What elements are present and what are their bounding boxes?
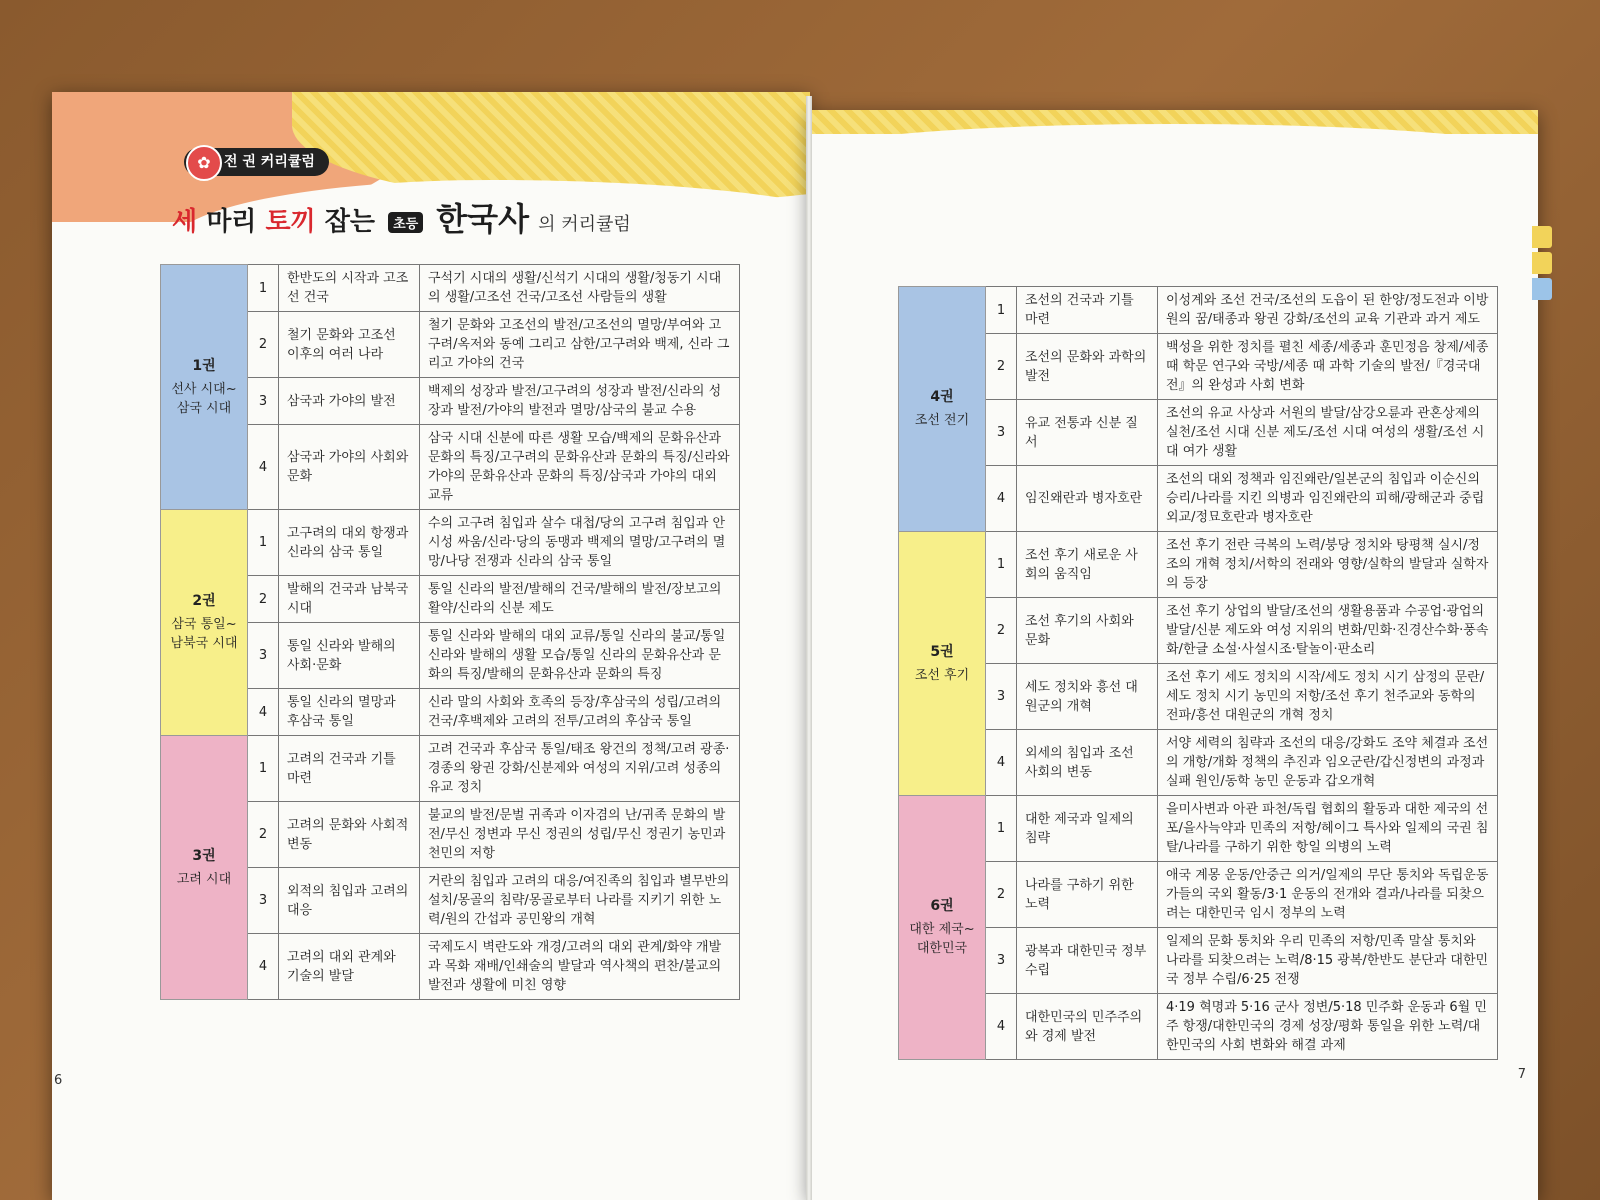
chapter-content: 애국 계몽 운동/안중근 의거/일제의 무단 통치와 독립운동가들의 국외 활동/3·1 운동의 전개와 결과/나라를 되찾으려는 대한민국 임시 정부의 노력 [1158, 862, 1498, 928]
chapter-number: 4 [986, 466, 1017, 532]
title-word-tokki: 토끼 [265, 207, 316, 237]
chapter-topic: 조선의 건국과 기틀 마련 [1017, 287, 1158, 334]
chapter-content: 서양 세력의 침략과 조선의 대응/강화도 조약 체결과 조선의 개항/개화 정책의 추진과 임오군란/갑신정변의 과정과 실패 원인/동학 농민 운동과 갑오개혁 [1158, 730, 1498, 796]
table-row [161, 312, 740, 378]
chapter-content: 수의 고구려 침입과 살수 대첩/당의 고구려 침입과 안시성 싸움/신라·당의 동맹과 백제의 멸망/고구려의 멸망/나당 전쟁과 신라의 삼국 통일 [420, 510, 740, 576]
volume-period: 대한 제국~ 대한민국 [909, 922, 975, 956]
table-row [899, 532, 1498, 598]
table-row [161, 425, 740, 510]
chapter-topic: 조선의 문화와 과학의 발전 [1017, 334, 1158, 400]
curriculum-table-left [160, 264, 740, 1000]
chapter-topic: 광복과 대한민국 정부 수립 [1017, 928, 1158, 994]
volume-cell [161, 265, 248, 510]
chapter-content: 철기 문화와 고조선의 발전/고조선의 멸망/부여와 고구려/옥저와 동예 그리고 삼한/고구려와 백제, 신라 그리고 가야의 건국 [420, 312, 740, 378]
chapter-topic: 고려의 문화와 사회적 변동 [279, 802, 420, 868]
chapter-number: 2 [248, 802, 279, 868]
table-row [899, 994, 1498, 1060]
volume-cell [899, 287, 986, 532]
chapter-number: 4 [248, 689, 279, 736]
index-tab [1532, 252, 1552, 274]
title-word-se: 세 [172, 207, 198, 237]
table-row [161, 623, 740, 689]
chapter-content: 조선의 대외 정책과 임진왜란/일본군의 침입과 이순신의 승리/나라를 지킨 의병과 임진왜란의 피해/광해군과 중립 외교/정묘호란과 병자호란 [1158, 466, 1498, 532]
volume-period: 삼국 통일~ 남북국 시대 [170, 617, 238, 651]
table-row [899, 598, 1498, 664]
right-page [808, 110, 1538, 1200]
table-row [161, 689, 740, 736]
chapter-content: 백성을 위한 정치를 펼친 세종/세종과 훈민정음 창제/세종 때 학문 연구와 국방/세종 때 과학 기술의 발전/『경국대전』의 완성과 사회 변화 [1158, 334, 1498, 400]
table-row [161, 736, 740, 802]
table-row [161, 802, 740, 868]
chapter-content: 을미사변과 아관 파천/독립 협회의 활동과 대한 제국의 선포/을사늑약과 민족의 저항/헤이그 특사와 일제의 국권 침탈/나라를 구하기 위한 항일 의병의 노력 [1158, 796, 1498, 862]
table-row [161, 378, 740, 425]
chapter-content: 조선의 유교 사상과 서원의 발달/삼강오륜과 관혼상제의 실천/조선 시대 신분 제도/조선 시대 여성의 생활/조선 시대 여가 생활 [1158, 400, 1498, 466]
volume-period: 고려 시대 [176, 871, 232, 887]
volume-cell [161, 736, 248, 1000]
chapter-topic: 나라를 구하기 위한 노력 [1017, 862, 1158, 928]
chapter-topic: 고려의 건국과 기틀 마련 [279, 736, 420, 802]
page-number-right: 7 [1517, 1067, 1526, 1082]
chapter-content: 고려 건국과 후삼국 통일/태조 왕건의 정책/고려 광종·경종의 왕권 강화/신분제와 여성의 지위/고려 성종의 유교 정치 [420, 736, 740, 802]
title-main-korean-history: 한국사 [436, 200, 530, 238]
table-row [161, 510, 740, 576]
chapter-number: 3 [986, 928, 1017, 994]
chapter-number: 4 [986, 730, 1017, 796]
volume-period: 조선 후기 [914, 667, 970, 683]
volume-cell [161, 510, 248, 736]
badge-label: 전 권 커리큘럼 [224, 154, 315, 170]
chapter-content: 삼국 시대 신분에 따른 생활 모습/백제의 문화유산과 문화의 특징/고구려의 문화유산과 문화의 특징/신라와 가야의 문화유산과 문화의 특징/삼국과 가야의 대외 교류 [420, 425, 740, 510]
index-tab [1532, 278, 1552, 300]
volume-number: 2권 [192, 593, 216, 609]
table-row [899, 664, 1498, 730]
chapter-content: 조선 후기 세도 정치의 시작/세도 정치 시기 삼정의 문란/세도 정치 시기 농민의 저항/조선 후기 천주교와 동학의 전파/흥선 대원군의 개혁 정치 [1158, 664, 1498, 730]
chapter-number: 3 [986, 664, 1017, 730]
title-word-mari: 마리 [206, 207, 257, 237]
chapter-content: 조선 후기 전란 극복의 노력/붕당 정치와 탕평책 실시/정조의 개혁 정치/서학의 전래와 영향/실학의 발달과 실학자의 등장 [1158, 532, 1498, 598]
left-page [52, 92, 810, 1200]
chapter-number: 2 [986, 598, 1017, 664]
table-row [899, 928, 1498, 994]
chapter-number: 4 [986, 994, 1017, 1060]
chapter-topic: 대한민국의 민주주의와 경제 발전 [1017, 994, 1158, 1060]
volume-number: 4권 [930, 389, 954, 405]
chapter-number: 1 [248, 510, 279, 576]
volume-period: 선사 시대~ 삼국 시대 [171, 381, 237, 416]
chapter-content: 구석기 시대의 생활/신석기 시대의 생활/청동기 시대의 생활/고조선 건국/고조선 사람들의 생활 [420, 265, 740, 312]
table-row [899, 287, 1498, 334]
volume-number: 3권 [192, 847, 216, 864]
curriculum-table-right [898, 286, 1498, 1060]
chapter-content: 신라 말의 사회와 호족의 등장/후삼국의 성립/고려의 건국/후백제와 고려의 전투/고려의 후삼국 통일 [420, 689, 740, 736]
chapter-content: 거란의 침입과 고려의 대응/여진족의 침입과 별무반의 설치/몽골의 침략/몽골로부터 나라를 지키기 위한 노력/원의 간섭과 공민왕의 개혁 [420, 868, 740, 934]
chapter-content: 4·19 혁명과 5·16 군사 정변/5·18 민주화 운동과 6월 민주 항쟁/대한민국의 경제 성장/평화 통일을 위한 노력/대한민국의 사회 변화와 해결 과제 [1158, 994, 1498, 1060]
page-title [172, 194, 631, 240]
table-row [161, 576, 740, 623]
chapter-content: 조선 후기 상업의 발달/조선의 생활용품과 수공업·광업의 발달/신분 제도와 여성 지위의 변화/민화·진경산수화·풍속화/한글 소설·사설시조·탈놀이·판소리 [1158, 598, 1498, 664]
table-row [899, 466, 1498, 532]
chapter-topic: 삼국과 가야의 발전 [279, 378, 420, 425]
chapter-number: 2 [248, 312, 279, 378]
chapter-number: 1 [986, 287, 1017, 334]
chapter-number: 4 [248, 934, 279, 1000]
rabbit-icon: ✿ [186, 145, 222, 181]
curriculum-badge [184, 148, 329, 176]
table-row [161, 868, 740, 934]
chapter-number: 3 [248, 378, 279, 425]
chapter-topic: 조선 후기의 사회와 문화 [1017, 598, 1158, 664]
chapter-topic: 외적의 침입과 고려의 대응 [279, 868, 420, 934]
table-row [161, 265, 740, 312]
table-row [161, 934, 740, 1000]
volume-period: 조선 전기 [914, 413, 970, 428]
chapter-number: 2 [986, 334, 1017, 400]
chapter-number: 3 [986, 400, 1017, 466]
table-row [899, 796, 1498, 862]
chapter-number: 3 [248, 623, 279, 689]
index-tab [1532, 226, 1552, 248]
chapter-content: 국제도시 벽란도와 개경/고려의 대외 관계/화약 개발과 목화 재배/인쇄술의 발달과 역사책의 편찬/불교의 발전과 생활에 미친 영향 [420, 934, 740, 1000]
chapter-number: 4 [248, 425, 279, 510]
chapter-number: 1 [248, 736, 279, 802]
title-suffix: 의 커리큘럼 [538, 214, 631, 235]
table-row [899, 730, 1498, 796]
chapter-topic: 철기 문화와 고조선 이후의 여러 나라 [279, 312, 420, 378]
book-spine [806, 96, 812, 1200]
volume-cell [899, 796, 986, 1060]
index-tabs [1532, 226, 1552, 304]
chapter-number: 3 [248, 868, 279, 934]
title-tag-elementary: 초등 [388, 212, 423, 233]
chapter-content: 일제의 문화 통치와 우리 민족의 저항/민족 말살 통치와 나라를 되찾으려는 노력/8·15 광복/한반도 분단과 대한민국 정부 수립/6·25 전쟁 [1158, 928, 1498, 994]
chapter-topic: 세도 정치와 흥선 대원군의 개혁 [1017, 664, 1158, 730]
chapter-number: 2 [248, 576, 279, 623]
chapter-topic: 고려의 대외 관계와 기술의 발달 [279, 934, 420, 1000]
table-row [899, 334, 1498, 400]
chapter-content: 이성계와 조선 건국/조선의 도읍이 된 한양/정도전과 이방원의 꿈/태종과 왕권 강화/조선의 교육 기관과 과거 제도 [1158, 287, 1498, 334]
volume-number: 5권 [930, 643, 954, 660]
chapter-content: 통일 신라의 발전/발해의 건국/발해의 발전/장보고의 활약/신라의 신분 제도 [420, 576, 740, 623]
chapter-topic: 발해의 건국과 남북국 시대 [279, 576, 420, 623]
chapter-number: 2 [986, 862, 1017, 928]
chapter-topic: 한반도의 시작과 고조선 건국 [279, 265, 420, 312]
volume-number: 1권 [192, 357, 216, 374]
title-word-jabneun: 잡는 [324, 207, 376, 237]
chapter-number: 1 [248, 265, 279, 312]
chapter-topic: 통일 신라와 발해의 사회·문화 [279, 623, 420, 689]
chapter-topic: 조선 후기 새로운 사회의 움직임 [1017, 532, 1158, 598]
chapter-topic: 삼국과 가야의 사회와 문화 [279, 425, 420, 510]
volume-cell [899, 532, 986, 796]
chapter-topic: 대한 제국과 일제의 침략 [1017, 796, 1158, 862]
chapter-number: 1 [986, 796, 1017, 862]
table-row [899, 862, 1498, 928]
table-row [899, 400, 1498, 466]
page-number-left: 6 [54, 1073, 63, 1088]
chapter-topic: 통일 신라의 멸망과 후삼국 통일 [279, 689, 420, 736]
volume-number: 6권 [930, 898, 954, 914]
chapter-content: 불교의 발전/문벌 귀족과 이자겸의 난/귀족 문화의 발전/무신 정변과 무신 정권의 성립/무신 정권기 농민과 천민의 저항 [420, 802, 740, 868]
chapter-topic: 고구려의 대외 항쟁과 신라의 삼국 통일 [279, 510, 420, 576]
chapter-content: 통일 신라와 발해의 대외 교류/통일 신라의 불교/통일 신라와 발해의 생활 모습/통일 신라의 문화유산과 문화의 특징/발해의 문화유산과 문화의 특징 [420, 623, 740, 689]
chapter-content: 백제의 성장과 발전/고구려의 성장과 발전/신라의 성장과 발전/가야의 발전과 멸망/삼국의 불교 수용 [420, 378, 740, 425]
chapter-topic: 유교 전통과 신분 질서 [1017, 400, 1158, 466]
chapter-topic: 외세의 침입과 조선 사회의 변동 [1017, 730, 1158, 796]
chapter-topic: 임진왜란과 병자호란 [1017, 466, 1158, 532]
chapter-number: 1 [986, 532, 1017, 598]
